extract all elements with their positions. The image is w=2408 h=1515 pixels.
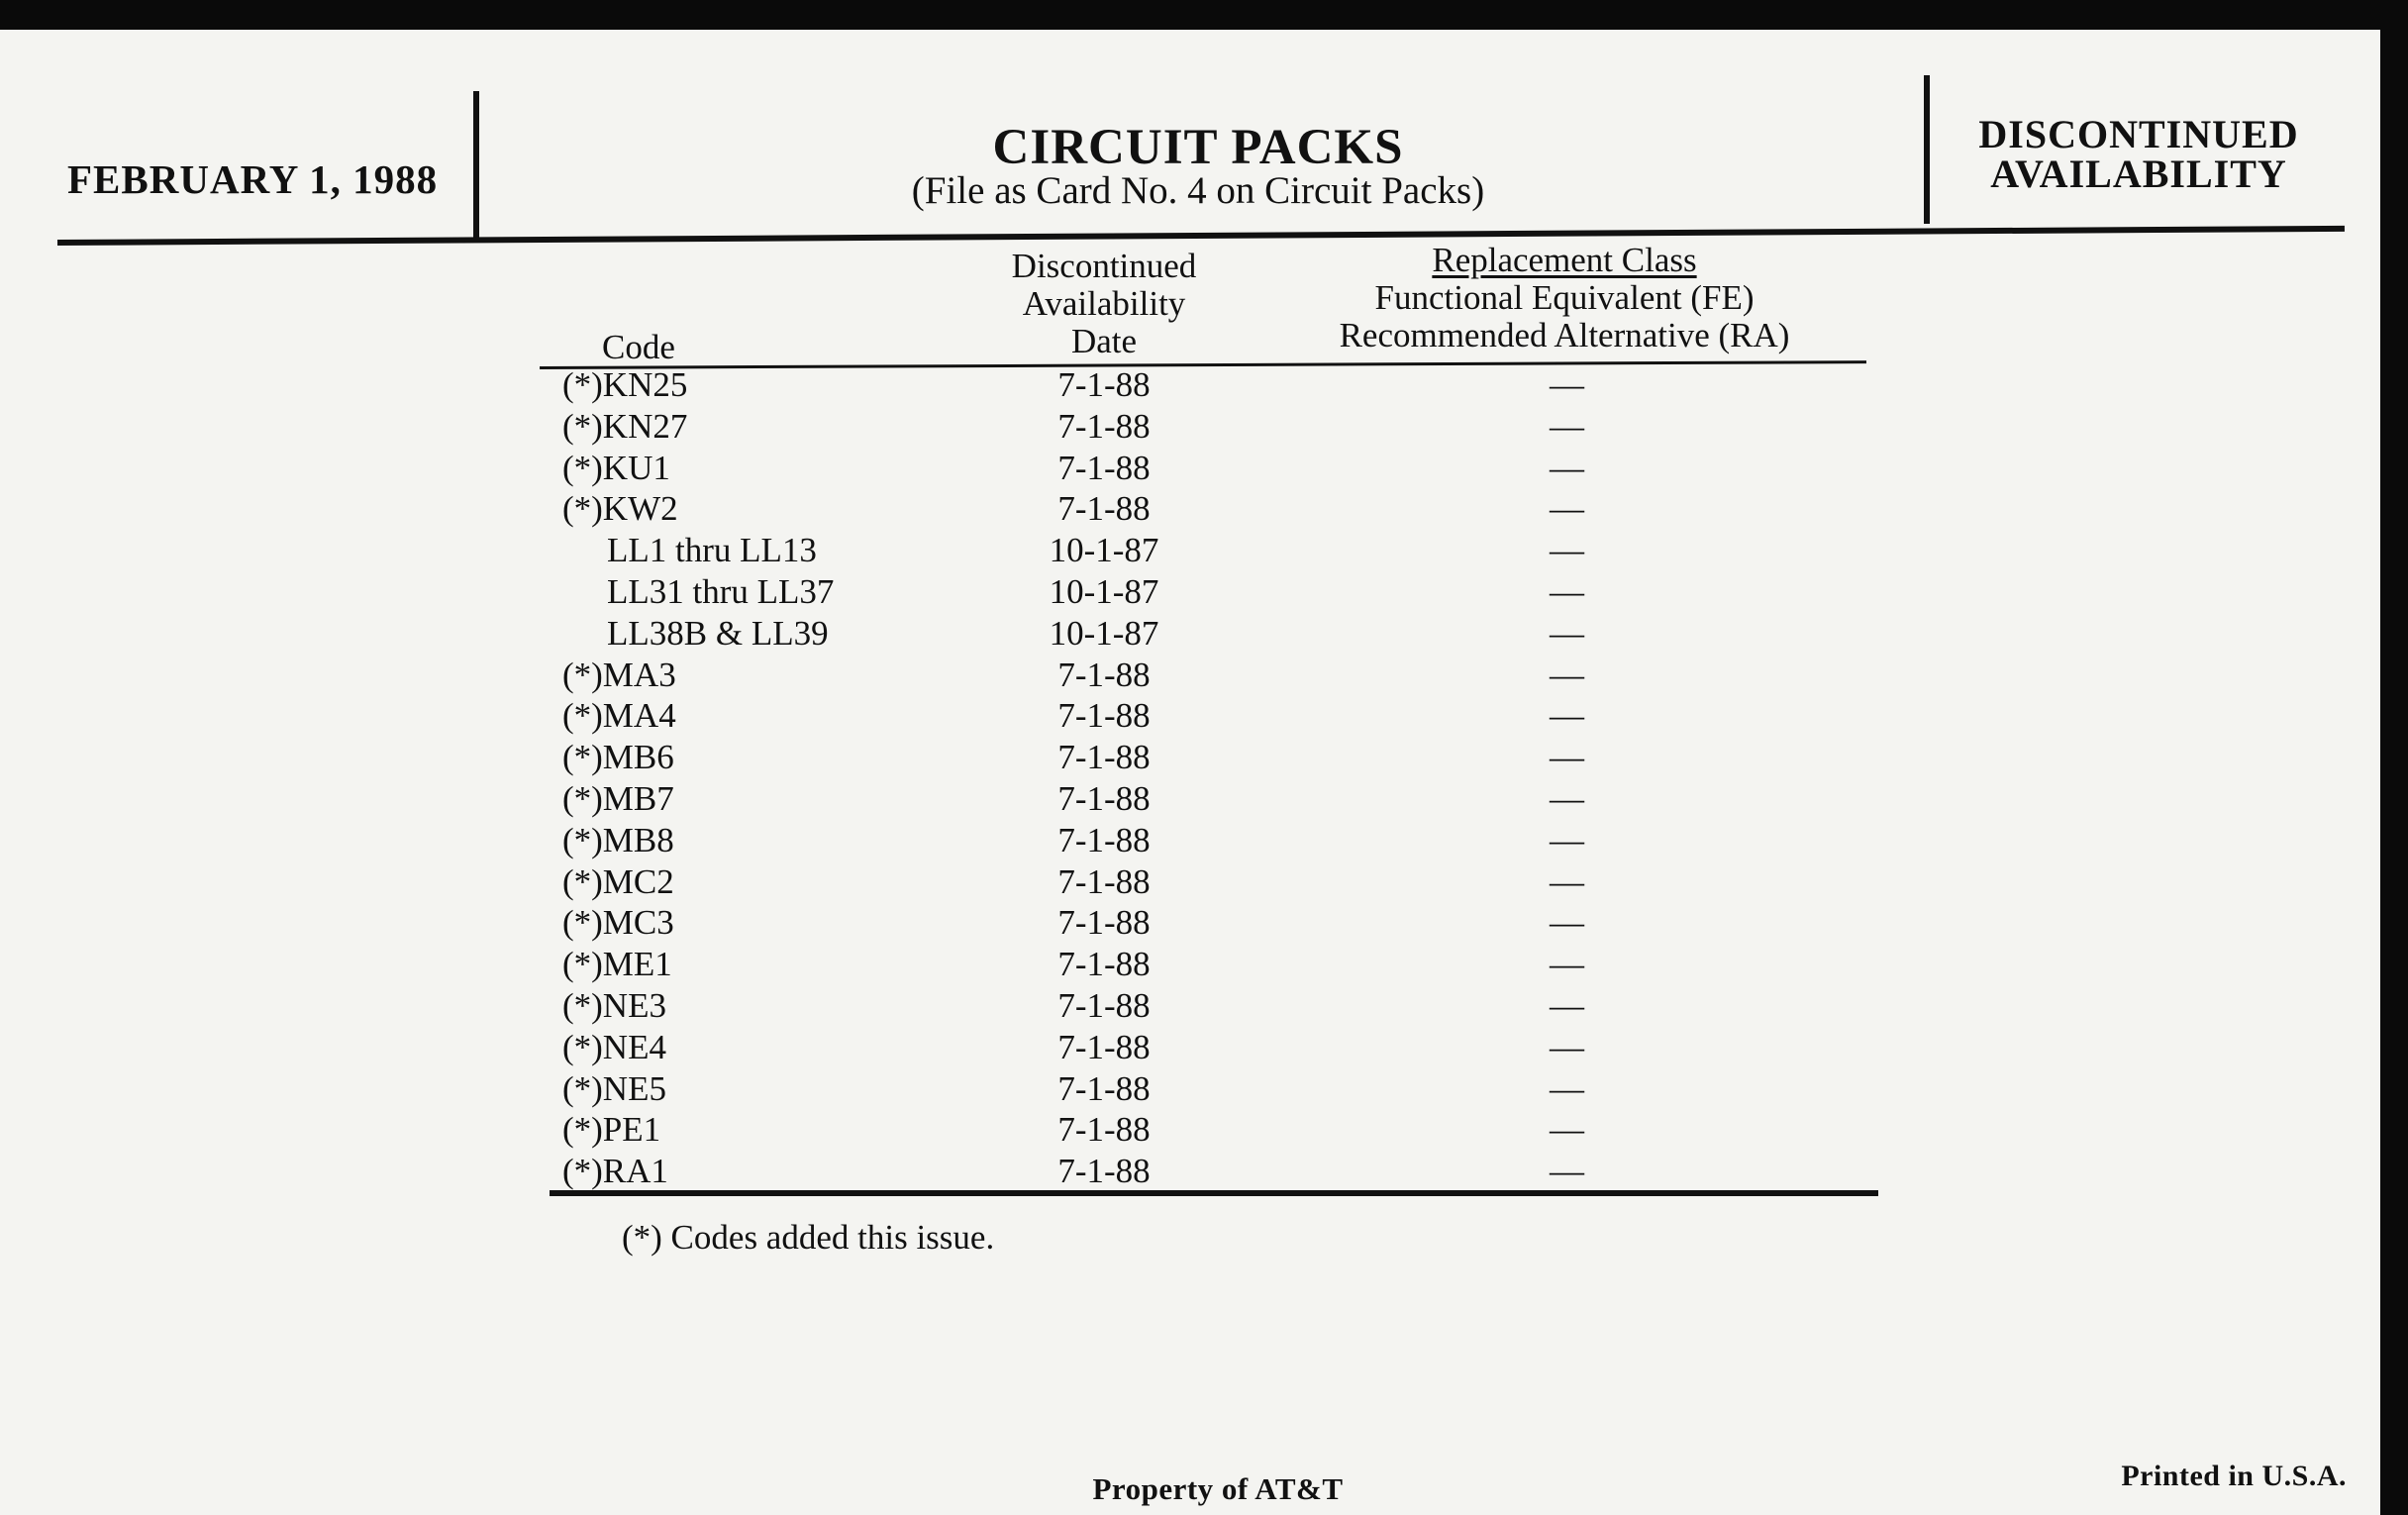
row-date: 7-1-88 — [1057, 738, 1151, 777]
scan-edge — [2380, 0, 2408, 1515]
column-header-code: Code — [602, 328, 675, 366]
row-code: (*)NE5 — [562, 1068, 666, 1108]
row-date: 7-1-88 — [1057, 945, 1151, 984]
row-replacement: — — [1550, 820, 1584, 859]
row-code: (*)KU1 — [562, 448, 670, 487]
row-date: 7-1-88 — [1057, 861, 1151, 901]
table-body — [0, 364, 2380, 1192]
status-line-2: AVAILABILITY — [1990, 152, 2287, 196]
table-row — [0, 737, 2380, 778]
row-date: 10-1-87 — [1049, 613, 1159, 653]
row-code: LL1 thru LL13 — [607, 531, 817, 570]
row-code: (*)ME1 — [562, 945, 672, 984]
table-row — [0, 448, 2380, 489]
table-row — [0, 820, 2380, 861]
table-bottom-rule — [550, 1190, 1878, 1196]
row-code: (*)MB7 — [562, 778, 674, 818]
row-replacement: — — [1550, 489, 1584, 529]
row-replacement: — — [1550, 1068, 1584, 1108]
row-replacement: — — [1550, 738, 1584, 777]
row-date: 7-1-88 — [1057, 696, 1151, 736]
row-replacement: — — [1550, 945, 1584, 984]
row-replacement: — — [1550, 985, 1584, 1025]
column-header-replacement-line-1: Replacement Class — [1432, 241, 1697, 279]
footnote: (*) Codes added this issue. — [622, 1218, 995, 1257]
row-date: 7-1-88 — [1057, 448, 1151, 487]
row-replacement: — — [1550, 1110, 1584, 1150]
row-date: 7-1-88 — [1057, 489, 1151, 529]
document-subtitle: (File as Card No. 4 on Circuit Packs) — [911, 169, 1485, 212]
table-row — [0, 530, 2380, 571]
table-row — [0, 571, 2380, 613]
column-header-date-line-1: Discontinued — [1011, 247, 1197, 285]
status-label — [1941, 112, 2337, 196]
row-date: 10-1-87 — [1049, 571, 1159, 611]
column-header-date-line-3: Date — [1070, 322, 1138, 360]
table-row — [0, 364, 2380, 406]
table-row — [0, 695, 2380, 737]
row-replacement: — — [1550, 448, 1584, 487]
table-row — [0, 944, 2380, 985]
row-date: 7-1-88 — [1057, 778, 1151, 818]
row-code: (*)KN25 — [562, 365, 688, 404]
row-replacement: — — [1550, 1027, 1584, 1066]
row-date: 7-1-88 — [1057, 1027, 1151, 1066]
row-date: 7-1-88 — [1057, 820, 1151, 859]
table-row — [0, 778, 2380, 820]
row-code: (*)NE3 — [562, 985, 666, 1025]
row-date: 7-1-88 — [1057, 655, 1151, 694]
row-code: LL38B & LL39 — [607, 613, 829, 653]
header-rule — [57, 226, 2345, 246]
row-replacement: — — [1550, 655, 1584, 694]
printed-notice: Printed in U.S.A. — [2121, 1460, 2347, 1492]
row-date: 7-1-88 — [1057, 365, 1151, 404]
row-code: (*)MA3 — [562, 655, 676, 694]
row-date: 7-1-88 — [1057, 1152, 1151, 1191]
row-replacement: — — [1550, 903, 1584, 943]
row-replacement: — — [1550, 1152, 1584, 1191]
row-replacement: — — [1550, 778, 1584, 818]
row-code: (*)MB8 — [562, 820, 674, 859]
row-replacement: — — [1550, 696, 1584, 736]
row-code: (*)NE4 — [562, 1027, 666, 1066]
row-replacement: — — [1550, 613, 1584, 653]
header-divider-left — [473, 91, 479, 240]
table-row — [0, 985, 2380, 1027]
table-row — [0, 861, 2380, 903]
table-row — [0, 406, 2380, 448]
document-title: CIRCUIT PACKS — [992, 120, 1404, 175]
row-date: 7-1-88 — [1057, 985, 1151, 1025]
row-date: 7-1-88 — [1057, 406, 1151, 446]
row-code: (*)RA1 — [562, 1152, 668, 1191]
column-header-replacement-line-3: Recommended Alternative (RA) — [1339, 316, 1790, 354]
row-code: (*)MA4 — [562, 696, 676, 736]
row-date: 7-1-88 — [1057, 1110, 1151, 1150]
column-header-date-line-2: Availability — [1022, 284, 1186, 323]
row-code: LL31 thru LL37 — [607, 571, 835, 611]
row-date: 10-1-87 — [1049, 531, 1159, 570]
status-line-1: DISCONTINUED — [1978, 112, 2299, 156]
column-header-replacement-line-2: Functional Equivalent (FE) — [1374, 278, 1755, 317]
table-row — [0, 488, 2380, 530]
row-code: (*)MC2 — [562, 861, 674, 901]
row-replacement: — — [1550, 365, 1584, 404]
row-replacement: — — [1550, 406, 1584, 446]
row-date: 7-1-88 — [1057, 1068, 1151, 1108]
table-row — [0, 902, 2380, 944]
header-divider-right — [1924, 75, 1930, 224]
table-row — [0, 1151, 2380, 1192]
issue-date: FEBRUARY 1, 1988 — [67, 156, 439, 202]
column-header-replacement — [1287, 242, 1842, 354]
table-row — [0, 655, 2380, 696]
row-code: (*)PE1 — [562, 1110, 661, 1150]
table-row — [0, 613, 2380, 655]
row-code: (*)KW2 — [562, 489, 678, 529]
row-date: 7-1-88 — [1057, 903, 1151, 943]
row-code: (*)MB6 — [562, 738, 674, 777]
row-replacement: — — [1550, 861, 1584, 901]
row-code: (*)MC3 — [562, 903, 674, 943]
document-card — [0, 30, 2380, 1515]
table-row — [0, 1068, 2380, 1110]
row-replacement: — — [1550, 531, 1584, 570]
property-notice: Property of AT&T — [1092, 1471, 1344, 1506]
row-code: (*)KN27 — [562, 406, 688, 446]
column-header-date — [951, 248, 1257, 360]
row-replacement: — — [1550, 571, 1584, 611]
table-row — [0, 1109, 2380, 1151]
table-row — [0, 1027, 2380, 1068]
